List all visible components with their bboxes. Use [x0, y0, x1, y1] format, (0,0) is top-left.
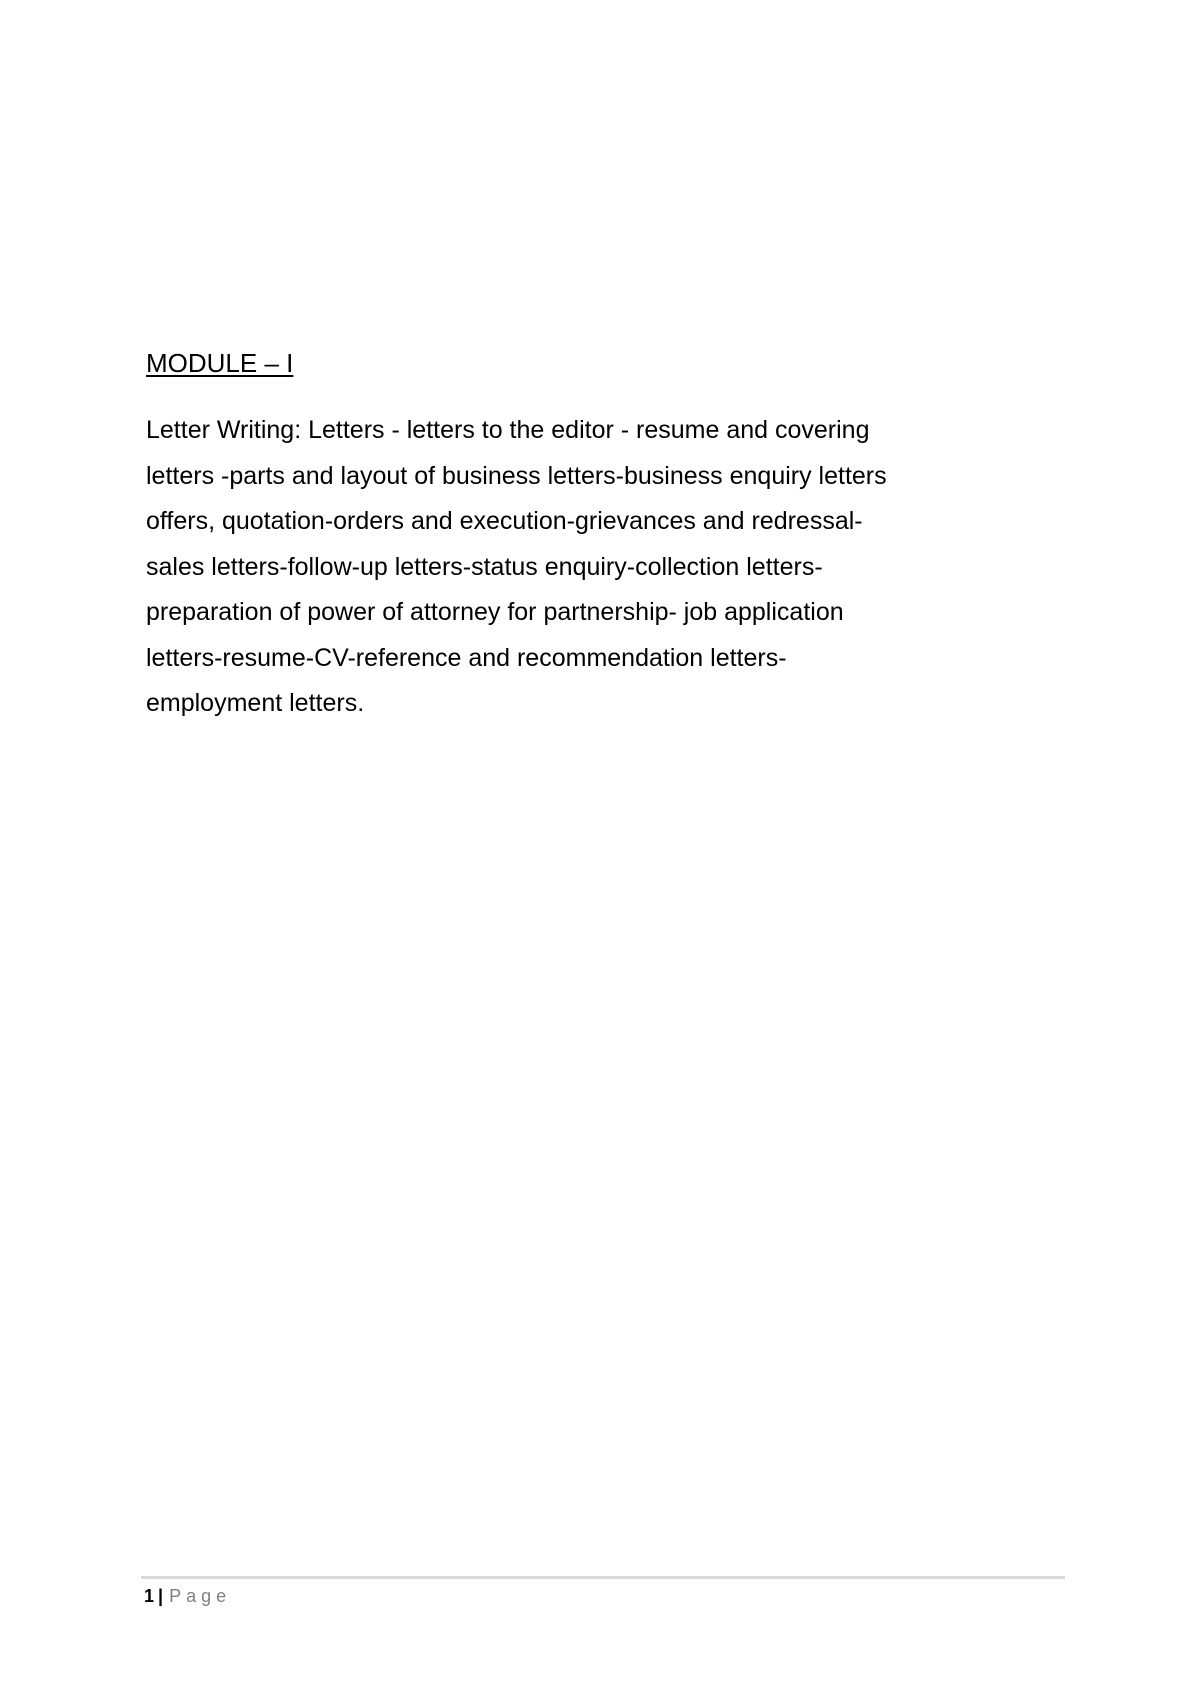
body-line: offers, quotation-orders and execution-grievances and redressal- — [146, 507, 863, 535]
body-line: letters -parts and layout of business letters-business enquiry letters — [146, 461, 887, 490]
body-line: employment letters. — [146, 689, 365, 717]
page-number: 1 — [144, 1586, 155, 1606]
footer-divider — [141, 1576, 1065, 1579]
body-line: preparation of power of attorney for partnership- job application — [146, 598, 844, 626]
page-label: Page — [169, 1586, 232, 1606]
module-heading: MODULE – I — [146, 348, 294, 378]
module-description — [146, 408, 1066, 727]
body-line: sales letters-follow-up letters-status enquiry-collection letters- — [146, 552, 823, 581]
footer-separator: | — [158, 1586, 164, 1606]
body-line: letters-resume-CV-reference and recommendation letters- — [146, 643, 787, 672]
page-footer — [144, 1584, 231, 1608]
body-line: Letter Writing: Letters - letters to the editor - resume and covering — [146, 416, 870, 444]
